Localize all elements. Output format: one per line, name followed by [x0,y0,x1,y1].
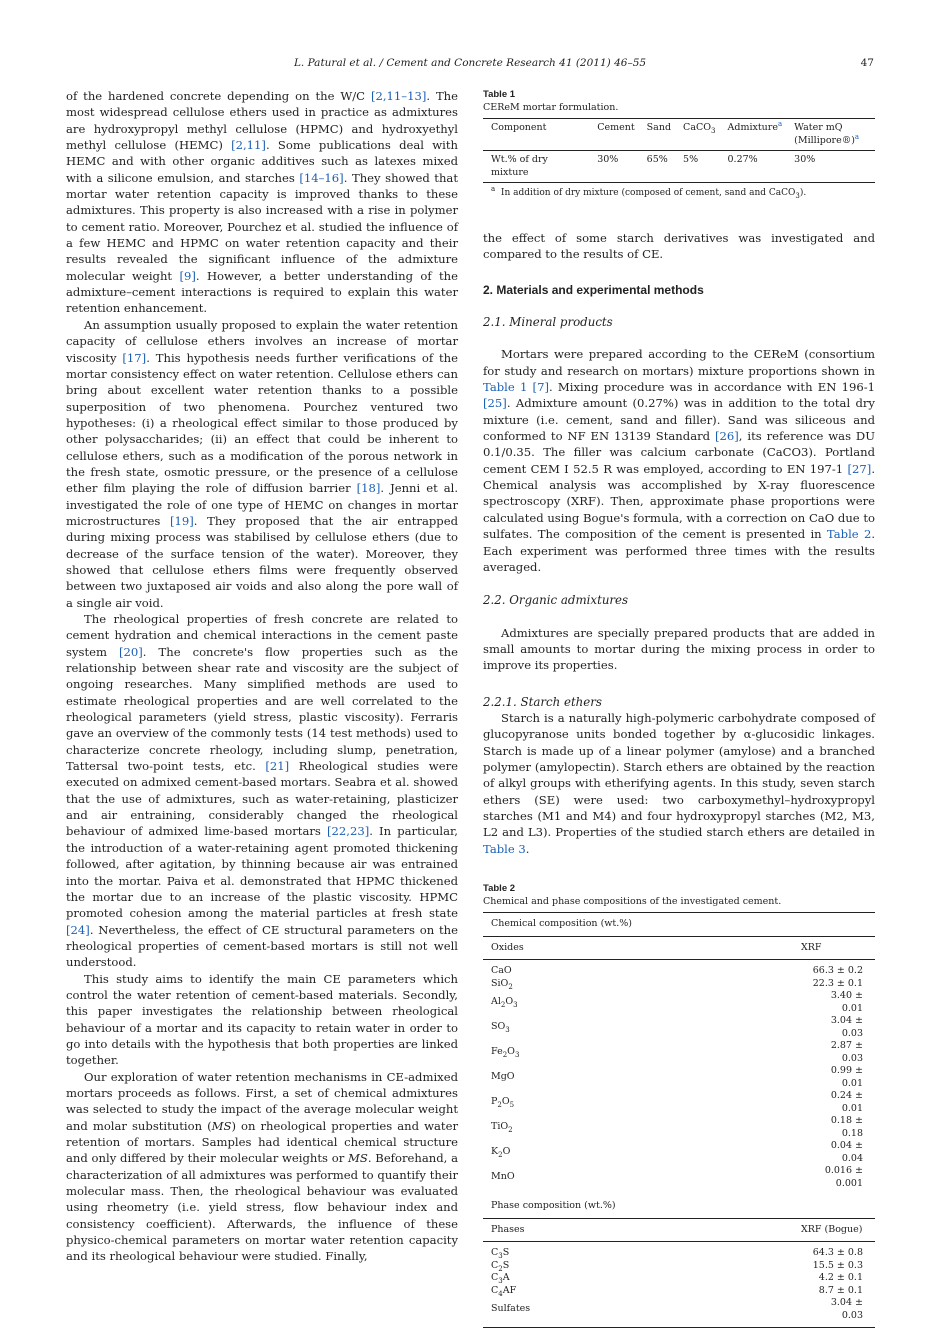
oxide-name: $SO_3$ [491,1021,510,1035]
oxide-value: 0.99 ± 0.01 [830,1065,863,1089]
page-number: 47 [860,57,874,69]
citation-link[interactable]: [9] [179,268,196,283]
citation-link[interactable]: [26] [714,429,739,444]
subsubsection-heading: 2.2.1. Starch ethers [483,694,602,709]
oxide-name: CaO [491,965,512,976]
table-header-row: Phases XRF (Bogue) [483,1218,875,1242]
right-column [483,88,875,1328]
phase-row [483,1260,875,1273]
oxide-row [483,1065,875,1090]
table-2-label: Table 2 [483,883,516,894]
oxide-row [483,1115,875,1140]
citation-link[interactable]: [18] [356,481,381,496]
table-header: Component [483,119,589,151]
oxide-row [483,1165,875,1195]
paragraph-mineral-products: Mortars were prepared according to the CEReM (consortium for study and research on mortars) mixture proportions shown in Table 1 [7]. Mixing procedure was in accordance with EN 196-1 [25]. Admixture amount (0.27%) was in addition to the total dry mixture (i.e. cement, sand and filler). Sand was siliceous and conformed to NF EN 13139 Standard [26], its reference was DU 0.1/0.35. The filler was calcium carbonate (CaCO3). Portland cement CEM I 52.5 R was employed, according to EN 197-1 [27]. Chemical analysis was accomplished by X-ray fluorescence spectroscopy (XRF). Then, approximate phase proportions were calculated using Bogue's formula, with a correction on CaO due to sulfates. The composition of the cement is presented in Table 2. Each experiment was performed three times with the results averaged. [483,347,876,574]
citation-link[interactable]: [27] [847,461,872,476]
phase-row [483,1285,875,1298]
oxide-name: SiO$_2$ [491,977,513,991]
oxide-value: 3.40 ± 0.01 [830,990,863,1014]
paragraph-starch-ethers: Starch is a naturally high-polymeric carbohydrate composed of glucopyranose units bonded together by α-glucosidic linkages. Starch is made up of a linear polymer (amylose) and a branched polymer (amylopectin). Starch ethers are obtained by the reaction of alkyl groups with etherifying agents. In this study, seven starch ethers (SE) were used: two carboxymethyl–hydroxypropyl starches (M1 and M4) and four hydroxypropyl starches (M2, M3, L2 and L3). Properties of the studied starch ethers are detailed in Table 3. [483,710,875,856]
phase-name: $C_3A$ [491,1272,510,1285]
table-1-footnote: $^a$ In addition of dry mixture (composed of cement, sand and CaCO$_3$). [491,185,807,200]
phase-name: $C_3S$ [491,1247,510,1260]
table-header: Cement [589,119,638,151]
citation-link[interactable]: [2,11] [231,138,266,153]
citation-link[interactable]: [24] [66,922,90,937]
phase-value: 15.5 ± 0.3 [812,1259,863,1271]
oxide-name: $K_2O$ [491,1146,511,1160]
oxide-value: 22.3 ± 0.1 [812,977,863,989]
citation-link[interactable]: [17] [122,350,147,365]
citation-link[interactable]: [2,11–13] [370,89,427,103]
journal-citation: L. Patural et al. / Cement and Concrete Research 41 (2011) 46–55 [293,57,647,69]
table-header: Admixture$^a$ [720,119,787,151]
subsection-heading: 2.1. Mineral products [483,315,613,330]
oxide-name: MgO [491,1071,515,1083]
paragraph-5: Our exploration of water retention mechanisms in CE-admixed mortars proceeds as follows. First, a set of chemical admixtures was selected to study the impact of the average molecular weight and molar substitution (MS) on rheological properties and water retention of mortars. Samples had identical chemical structure and only differed by their molecular weights or MS. Beforehand, a characterization of all admixtures was performed to quantify their molecular mass. Then, the rheological behaviour was evaluated using rheometry (i.e. yield stress, flow behaviour index and consistency coefficient). Afterwards, the influence of these physico-chemical parameters on mortar water retention capacity and its rheological behaviour were studied. Finally, [66,1069,458,1264]
oxide-name: $Al_2O_3$ [491,996,518,1010]
table-link[interactable]: Table 3 [483,841,526,856]
phase-value: 4.2 ± 0.1 [818,1272,863,1283]
left-column [66,88,458,1265]
paragraph-1: of the hardened concrete depending on the W/C [2,11–13]. The most widespread cellulose ethers used in practice as admixtures are hydroxypropyl methyl cellulose (HPMC) and hydroxyethyl methyl cellulose (HEMC) [2,11]. Some publications deal with HEMC and with other organic additives such as latexes mixed with a silicone emulsion, and starches [14–16]. They showed that mortar water retention capacity is improved thanks to these admixtures. This property is also increased with a rise in polymer to cement ratio. Moreover, Pourchez et al. studied the influence of a few HEMC and HPMC on water retention capacity and their results revealed the significant influence of the admixture molecular weight [9]. However, a better understanding of the admixture–cement interactions is required to explain this water retention enhancement. [66,89,459,316]
oxide-row [483,1140,875,1165]
table-1 [483,88,875,200]
table-group-row: Chemical composition (wt.%) [483,913,875,937]
citation-link[interactable]: [22,23] [326,824,370,839]
paragraph-2: An assumption usually proposed to explain the water retention capacity of cellulose ethers involves an increase of mortar viscosity [17]. This hypothesis needs further verifications of the mortar consistency effect on water retention. Cellulose ethers can bring about excellent water retention thanks to a possible superposition of two phenomena. Pourchez ventured two hypotheses: (i) a rheological effect similar to those produced by other polysaccharides; (ii) an effect that could be inherent to cellulose ethers, such as a modification of the porous network in the fresh state, osmotic pressure, or the presence of a cellulose ether film playing the role of diffusion barrier [18]. Jenni et al. investigated the role of one type of HEMC on changes in mortar microstructures [19]. They proposed that the air entrapped during mixing process was stabilised by cellulose ethers (due to decrease of the surface tension of the water). Moreover, they showed that cellulose ethers films were frequently observed between two juxtaposed air voids and also along the pore wall of a single air void. [66,317,459,610]
oxide-value: 2.87 ± 0.03 [830,1040,863,1064]
table-2-caption: Chemical and phase compositions of the investigated cement. [483,896,782,907]
table-header-row: Oxides XRF [483,936,875,960]
oxide-value: 0.04 ± 0.04 [830,1140,863,1164]
paragraph-3: The rheological properties of fresh concrete are related to cement hydration and chemical interactions in the cement paste system [20]. The concrete's flow properties such as the relationship between shear rate and viscosity are the subject of ongoing researches. Many simplified methods are used to estimate rheological properties and are well correlated to the rheological parameters (yield stress, plastic viscosity). Ferraris gave an overview of the commonly tests (14 test methods) used to characterize concrete rheology, including slump, penetration, Tattersal two-point tests, etc. [21] Rheological studies were executed on admixed cement-based mortars. Seabra et al. showed that the use of admixtures, such as water-retaining, plasticizer and air entraining, considerably changed the rheological behaviour of admixed lime-based mortars [22,23]. In particular, the introduction of a water-retaining agent promoted thickening followed, after agitation, by thinning because air was entrained into the mortar. Paiva et al. demonstrated that HPMC thickened the mortar due to an increase of the plastic viscosity. HPMC promoted cohesion among the material particles at fresh state [24]. Nevertheless, the effect of CE structural parameters on the rheological properties of cement-based mortars is still not well understood. [66,612,458,970]
citation-link[interactable]: [20] [118,644,143,659]
oxide-row [483,990,875,1015]
table-header: CaCO$_3$ [675,119,719,151]
table-link[interactable]: Table 2 [826,527,872,542]
oxide-value: 0.18 ± 0.18 [830,1115,863,1139]
citation-link[interactable]: [21] [265,759,290,774]
oxide-row [483,960,875,978]
table-group-row: Phase composition (wt.%) [491,1200,616,1211]
oxide-row [483,1040,875,1065]
oxide-value: 66.3 ± 0.2 [812,965,863,976]
continued-text: the effect of some starch derivatives was investigated and compared to the results of CE. [483,231,875,262]
oxide-name: $Fe_2O_3$ [491,1046,520,1060]
oxide-name: $P_2O_5$ [491,1096,515,1110]
oxide-value: 3.04 ± 0.03 [830,1015,863,1039]
phase-value: 8.7 ± 0.1 [818,1284,863,1296]
citation-link[interactable]: [7] [532,380,549,395]
table-2 [483,882,875,1328]
citation-link[interactable]: [25] [483,396,507,411]
phase-value: 64.3 ± 0.8 [812,1247,863,1258]
oxide-value: 0.016 ± 0.001 [824,1165,863,1189]
phase-name: Sulfates [483,1297,801,1328]
phase-row [483,1242,875,1260]
table-link[interactable]: Table 1 [483,380,528,395]
section-heading: 2. Materials and experimental methods [483,282,704,297]
table-row: Wt.% of dry mixture 30% 65% 5% 0.27% 30% [483,151,875,183]
phase-name: $C_4AF$ [491,1284,517,1298]
oxide-row [483,978,875,991]
phase-row [483,1272,875,1285]
subsection-heading: 2.2. Organic admixtures [483,593,629,608]
table-header: Water mQ (Millipore®)$^a$ [786,119,875,151]
oxide-name: MnO [491,1171,515,1183]
table-1-label: Table 1 [483,89,516,100]
oxide-value: 0.24 ± 0.01 [830,1090,863,1114]
running-head [66,57,874,73]
table-1-caption: CEReM mortar formulation. [483,102,619,113]
phase-name: $C_2S$ [491,1259,510,1273]
oxide-row [483,1015,875,1040]
oxide-name: TiO$_2$ [491,1121,513,1135]
paragraph-organic-admixtures: Admixtures are specially prepared products that are added in small amounts to mortar during the mixing process in order to improve its properties. [483,625,875,673]
oxide-row [483,1090,875,1115]
table-header: Sand [639,119,675,151]
paragraph-4: This study aims to identify the main CE parameters which control the water retention of cement-based materials. Secondly, this paper investigates the relationship between rheological behaviour of a mortar and its capacity to retain water in order to go into details with the hypothesis that both properties are linked together. [66,971,458,1068]
phase-row [483,1297,875,1328]
citation-link[interactable]: [19] [169,513,194,528]
citation-link[interactable]: [14–16] [299,170,344,185]
phase-value: 3.04 ± 0.03 [801,1297,875,1328]
